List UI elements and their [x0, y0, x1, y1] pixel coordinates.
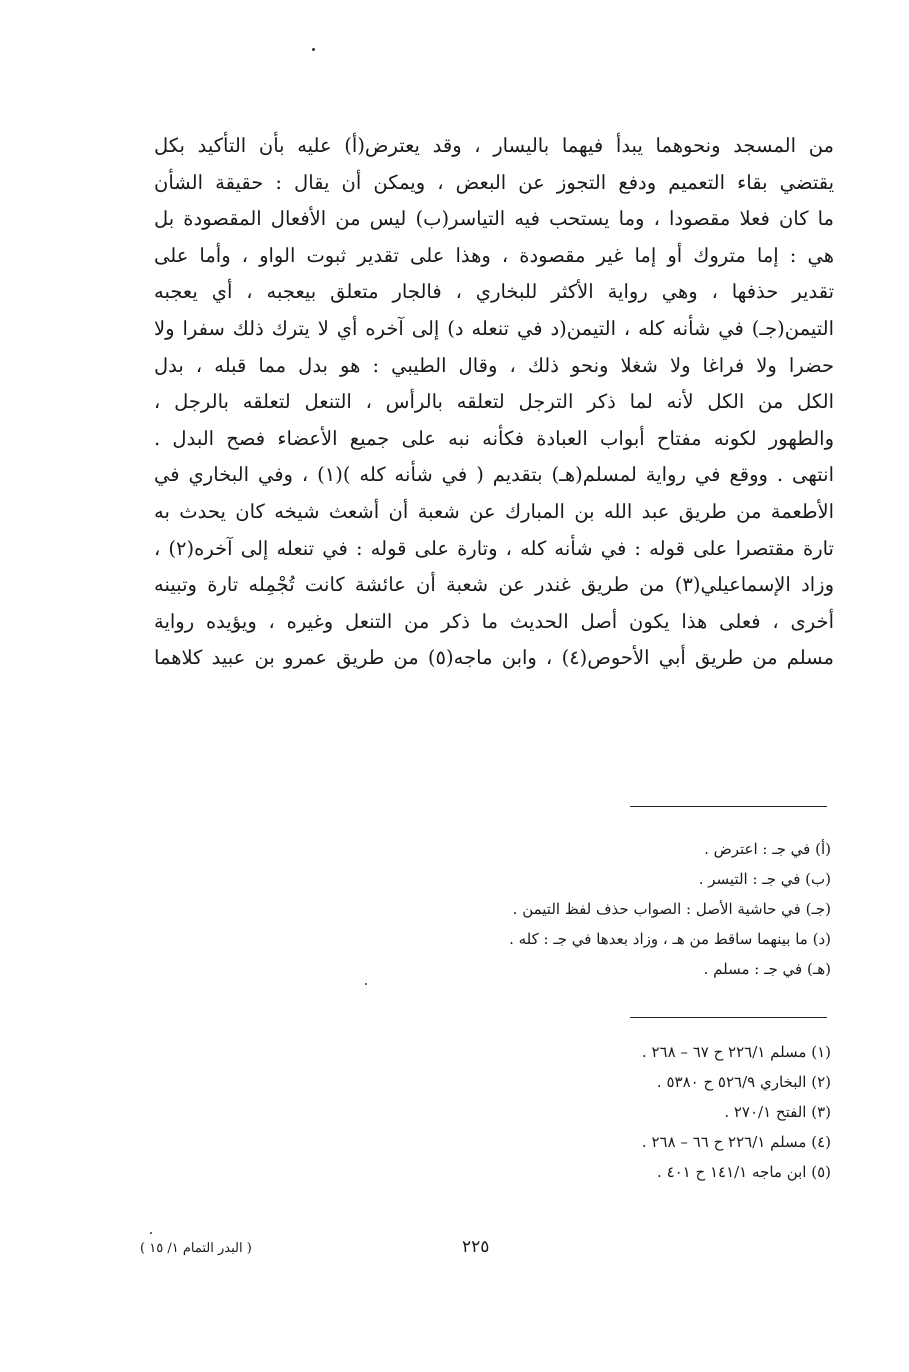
footnote-divider: [630, 806, 827, 807]
text-line: من المسجد ونحوهما يبدأ فيهما باليسار ، وقد يعترض(أ) عليه بأن التأكيد بكل: [154, 134, 834, 157]
variant-note: (جـ) في حاشية الأصل : الصواب حذف لفظ التيمن .: [512, 900, 831, 918]
running-footer: ( البدر التمام ١/ ١٥ ): [140, 1241, 252, 1256]
text-line: مسلم من طريق أبي الأحوص(٤) ، وابن ماجه(٥) من طريق عمرو بن عبيد كلاهما: [154, 646, 834, 670]
text-line: والطهور لكونه مفتاح أبواب العبادة فكأنه نبه على جميع الأعضاء فصح البدل .: [154, 426, 834, 450]
text-line: وزاد الإسماعيلي(٣) من طريق غندر عن شعبة أن عائشة كانت تُجْمِله تارة وتبينه: [154, 573, 834, 597]
text-line: تارة مقتصرا على قوله : في شأنه كله ، وتارة على قوله : في تنعله إلى آخره(٢) ،: [154, 536, 834, 560]
text-line: الكل من الكل لأنه لما ذكر الترجل لتعلقه بالرأس ، التنعل لتعلقه بالرجل ،: [154, 390, 834, 414]
text-line: الأطعمة من طريق عبد الله بن المبارك عن شعبة أن أشعث شيخه كان يحدث به: [154, 499, 834, 523]
text-line: هي : إما متروك أو إما غير مقصودة ، وهذا على تقدير ثبوت الواو ، وأما على: [154, 243, 834, 267]
text-line: يقتضي بقاء التعميم ودفع التجوز عن البعض ، ويمكن أن يقال : حقيقة الشأن: [154, 170, 834, 194]
page-number: ٢٢٥: [462, 1237, 490, 1257]
text-line: انتهى . ووقع في رواية لمسلم(هـ) بتقديم ( في شأنه كله )(١) ، وفي البخاري في: [154, 463, 834, 487]
text-line: تقدير حذفها ، وهي رواية الأكثر للبخاري ، فالجار متعلق بيعجبه ، أي يعجبه: [154, 280, 834, 304]
text-line: التيمن(جـ) في شأنه كله ، التيمن(د في تنعله د) إلى آخره أي لا يترك ذلك سفرا ولا: [154, 316, 834, 340]
variant-notes: [231, 834, 831, 984]
main-text: [154, 128, 834, 677]
reference-notes: [231, 1037, 831, 1187]
variant-note: (أ) في جـ : اعترض .: [704, 840, 831, 858]
reference-note: (١) مسلم ٢٢٦/١ ح ٦٧ – ٢٦٨ .: [641, 1043, 831, 1061]
text-line: أخرى ، فعلى هذا يكون أصل الحديث ما ذكر من التنعل وغيره ، ويؤيده رواية: [154, 609, 834, 633]
reference-note: (٤) مسلم ٢٢٦/١ ح ٦٦ – ٢٦٨ .: [641, 1133, 831, 1151]
scan-speck: [150, 1232, 152, 1234]
text-line: حضرا ولا فراغا ولا شغلا ونحو ذلك ، وقال الطيبي : هو بدل مما قبله ، بدل: [154, 353, 834, 377]
variant-note: (ب) في جـ : التيسر .: [698, 870, 831, 888]
reference-note: (٣) الفتح ٢٧٠/١ .: [724, 1103, 831, 1121]
reference-note: (٥) ابن ماجه ١٤١/١ ح ٤٠١ .: [657, 1163, 831, 1181]
text-line: ما كان فعلا مقصودا ، وما يستحب فيه التياسر(ب) ليس من الأفعال المقصودة بل: [154, 207, 834, 231]
footnote-divider: [630, 1017, 827, 1018]
variant-note: (هـ) في جـ : مسلم .: [703, 960, 831, 978]
variant-note: (د) ما بينهما ساقط من هـ ، وزاد بعدها في جـ : كله .: [509, 930, 831, 948]
scan-speck: [312, 48, 315, 51]
reference-note: (٢) البخاري ٥٢٦/٩ ح ٥٣٨٠ .: [656, 1073, 831, 1091]
